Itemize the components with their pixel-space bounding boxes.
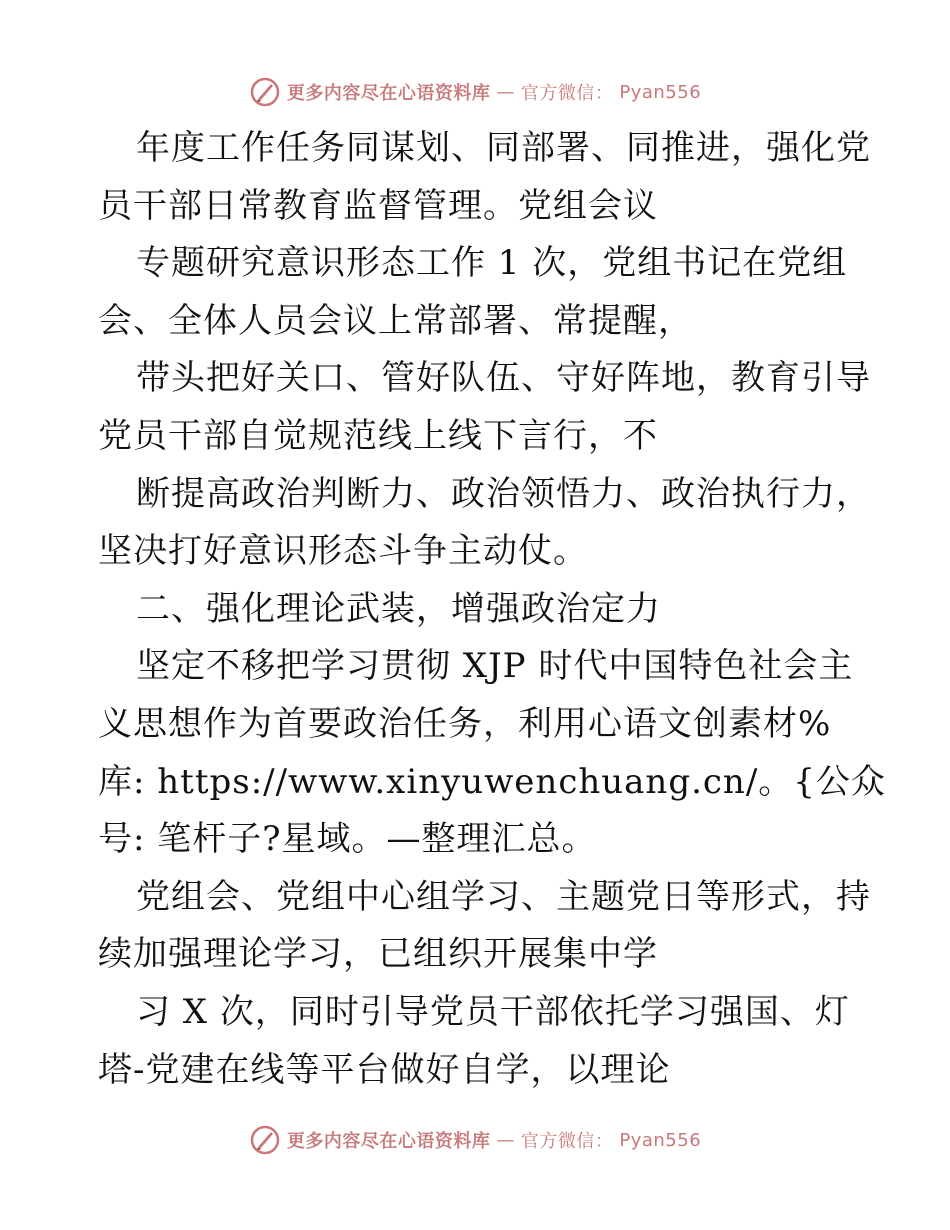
text-line: 党员干部自觉规范线上线下言行，不 xyxy=(98,415,658,456)
document-body xyxy=(98,120,886,1099)
text-line: 号: 笔杆子?星域。—整理汇总。 xyxy=(98,819,597,860)
watermark-separator: — xyxy=(496,81,515,103)
text-line: 习 X 次，同时引导党员干部依托学习强国、灯 xyxy=(136,991,850,1032)
footer-watermark xyxy=(0,1120,950,1160)
watermark-handle: Pyan556 xyxy=(619,81,702,103)
text-line: 会、全体人员会议上常部署、常提醒， xyxy=(98,300,693,341)
header-watermark xyxy=(0,72,950,112)
quill-pen-icon xyxy=(249,76,281,108)
text-line: 年度工作任务同谋划、同部署、同推进，强化党 xyxy=(136,128,871,168)
watermark-separator: — xyxy=(496,1129,515,1151)
text-line: 续加强理论学习，已组织开展集中学 xyxy=(98,934,658,975)
text-line: 带头把好关口、管好队伍、守好阵地，教育引导 xyxy=(136,358,871,399)
watermark-handle: Pyan556 xyxy=(619,1129,702,1151)
section-heading: 二、强化理论武装，增强政治定力 xyxy=(136,588,661,629)
text-line: 库: https://www.xinyuwenchuang.cn/。{公众 xyxy=(98,761,886,802)
text-line: 塔-党建在线等平台做好自学，以理论 xyxy=(98,1049,671,1090)
text-line: 义思想作为首要政治任务，利用心语文创素材% xyxy=(98,703,832,744)
text-line: 专题研究意识形态工作 1 次，党组书记在党组 xyxy=(136,243,848,284)
text-line: 坚定不移把学习贯彻 XJP 时代中国特色社会主 xyxy=(136,646,854,687)
quill-pen-icon xyxy=(249,1124,281,1156)
watermark-label: 官方微信： xyxy=(520,1131,614,1152)
text-line: 员干部日常教育监督管理。党组会议 xyxy=(98,185,658,226)
watermark-label: 官方微信： xyxy=(520,83,614,104)
watermark-brand: 更多内容尽在心语资料库 xyxy=(286,83,491,104)
text-line: 断提高政治判断力、政治领悟力、政治执行力， xyxy=(136,473,871,514)
text-line: 坚决打好意识形态斗争主动仗。 xyxy=(98,531,588,572)
watermark-brand: 更多内容尽在心语资料库 xyxy=(286,1131,491,1152)
text-line: 党组会、党组中心组学习、主题党日等形式，持 xyxy=(136,876,871,917)
